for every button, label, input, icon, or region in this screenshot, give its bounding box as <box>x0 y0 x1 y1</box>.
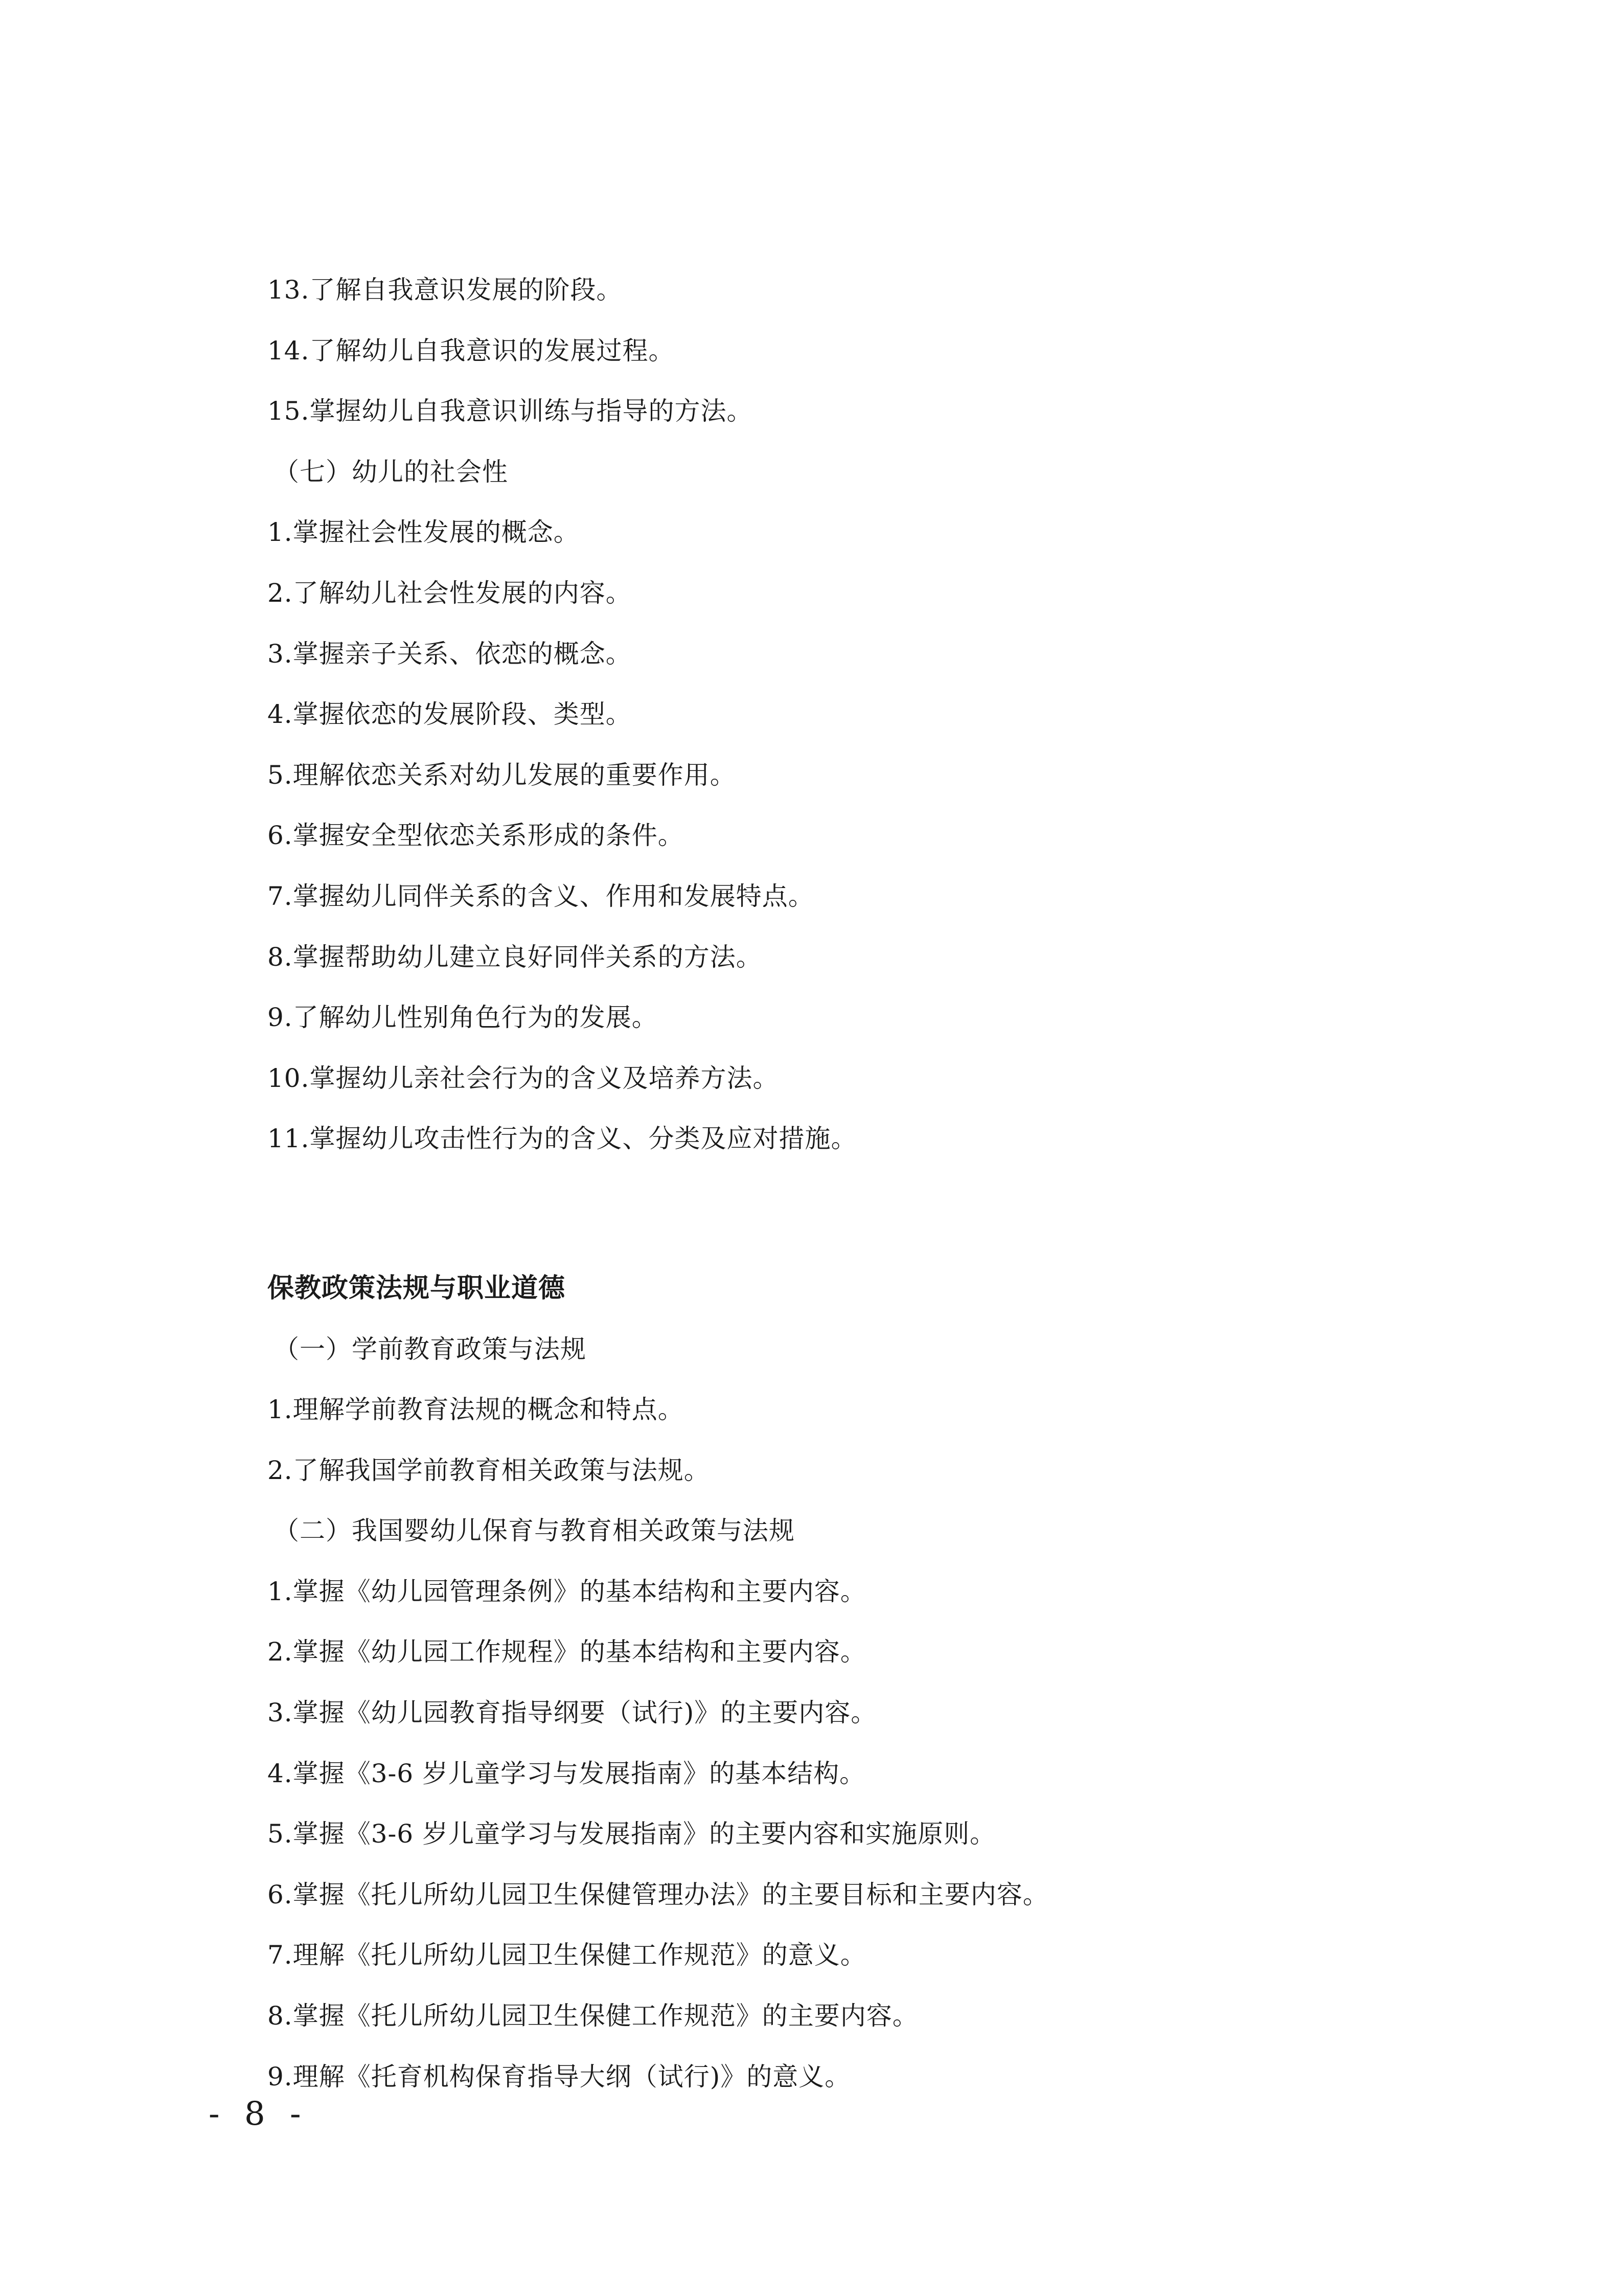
list-item: 4.掌握《3-6 岁儿童学习与发展指南》的基本结构。 <box>267 1758 866 1788</box>
page-number: - 8 - <box>209 2095 308 2133</box>
list-item: 2.掌握《幼儿园工作规程》的基本结构和主要内容。 <box>267 1637 866 1667</box>
list-item: 1.理解学前教育法规的概念和特点。 <box>267 1395 684 1425</box>
list-item: 5.掌握《3-6 岁儿童学习与发展指南》的主要内容和实施原则。 <box>267 1819 996 1849</box>
section-title: （二）我国婴幼儿保育与教育相关政策与法规 <box>273 1516 795 1546</box>
page-content <box>267 260 1392 2107</box>
list-item: 7.掌握幼儿同伴关系的含义、作用和发展特点。 <box>267 881 814 911</box>
content-block-2 <box>267 1319 1392 2107</box>
list-item: 2.了解幼儿社会性发展的内容。 <box>267 578 632 608</box>
list-item: 11.掌握幼儿攻击性行为的含义、分类及应对措施。 <box>267 1124 857 1154</box>
list-item: 1.掌握《幼儿园管理条例》的基本结构和主要内容。 <box>267 1576 866 1606</box>
list-item: 6.掌握安全型依恋关系形成的条件。 <box>267 821 684 851</box>
list-item: 5.理解依恋关系对幼儿发展的重要作用。 <box>267 760 736 790</box>
list-item: 15.掌握幼儿自我意识训练与指导的方法。 <box>267 396 753 426</box>
list-item: 3.掌握亲子关系、依恋的概念。 <box>267 639 632 669</box>
list-item: 9.理解《托育机构保育指导大纲（试行)》的意义。 <box>267 2061 851 2092</box>
chapter-heading: 保教政策法规与职业道德 <box>267 1272 566 1304</box>
list-item: 3.掌握《幼儿园教育指导纲要（试行)》的主要内容。 <box>267 1698 877 1728</box>
list-item: 8.掌握帮助幼儿建立良好同伴关系的方法。 <box>267 942 762 972</box>
content-block-1 <box>267 260 1392 1169</box>
list-item: 8.掌握《托儿所幼儿园卫生保健工作规范》的主要内容。 <box>267 2001 919 2031</box>
list-item: 1.掌握社会性发展的概念。 <box>267 517 580 548</box>
list-item: 2.了解我国学前教育相关政策与法规。 <box>267 1455 710 1485</box>
list-item: 6.掌握《托儿所幼儿园卫生保健管理办法》的主要目标和主要内容。 <box>267 1879 1049 1909</box>
list-item: 13.了解自我意识发展的阶段。 <box>267 275 623 305</box>
list-item: 9.了解幼儿性别角色行为的发展。 <box>267 1003 658 1033</box>
list-item: 14.了解幼儿自我意识的发展过程。 <box>267 335 675 366</box>
section-title: （一）学前教育政策与法规 <box>273 1334 586 1364</box>
list-item: 10.掌握幼儿亲社会行为的含义及培养方法。 <box>267 1063 779 1093</box>
list-item: 7.理解《托儿所幼儿园卫生保健工作规范》的意义。 <box>267 1940 866 1970</box>
list-item: 4.掌握依恋的发展阶段、类型。 <box>267 699 632 730</box>
section-gap <box>267 1169 1392 1258</box>
section-title: （七）幼儿的社会性 <box>273 457 508 487</box>
